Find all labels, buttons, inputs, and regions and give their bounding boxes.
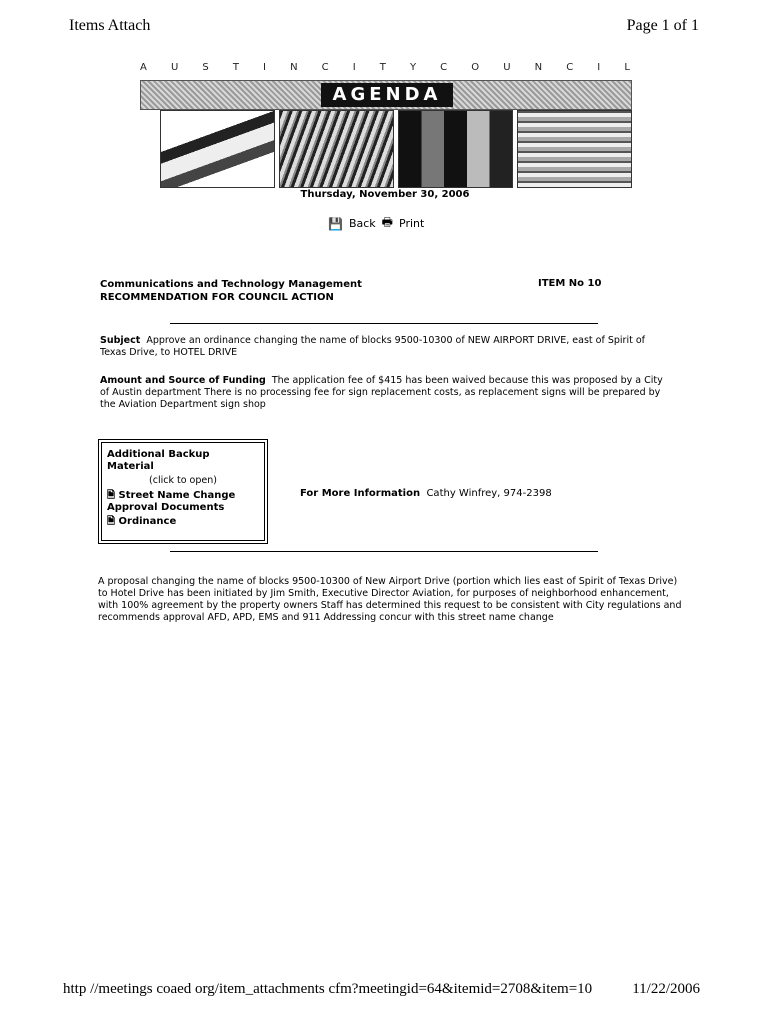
- subject-text: Approve an ordinance changing the name of blocks 9500-10300 of NEW AIRPORT DRIVE, east of Spirit of Texas Drive, to HOTEL DRIVE: [100, 335, 645, 358]
- funding-text: The application fee of $415 has been waived because this was proposed by a City of Austin department There is no processing fee for sign replacement costs, as replacement signs will be prepared by the Aviation Department sign shop: [100, 375, 663, 410]
- banner-title: AGENDA: [321, 83, 453, 107]
- backup-title: Additional Backup Material: [107, 449, 210, 472]
- subject-label: Subject: [100, 335, 141, 346]
- document-icon: 🗎: [107, 490, 116, 501]
- banner-bar: [140, 80, 632, 110]
- banner-photos: [160, 110, 632, 188]
- funding-label: Amount and Source of Funding: [100, 375, 266, 386]
- banner-photo-2: [279, 110, 394, 188]
- banner-letter: A: [140, 62, 149, 73]
- save-icon[interactable]: 💾: [328, 216, 343, 231]
- print-button[interactable]: Print: [399, 217, 425, 230]
- divider: [170, 323, 598, 324]
- backup-doc-link-2[interactable]: 🗎 Ordinance: [107, 516, 177, 527]
- banner-letters: [140, 62, 632, 78]
- body-paragraph: A proposal changing the name of blocks 9500-10300 of New Airport Drive (portion which lies east of Spirit of Texas Drive) to Hotel Drive has been initiated by Jim Smith, Executive Director Aviation, for purposes of neighborhood enhancement, with 100% agreement by the property owners Staff has determined this request to be consistent with City regulations and recommends approval AFD, APD, EMS and 911 Addressing concur with this street name change: [98, 576, 682, 623]
- banner-letter: U: [503, 62, 513, 73]
- banner-letter: I: [263, 62, 268, 73]
- banner-photo-4: [517, 110, 632, 188]
- nav-bar: [328, 213, 424, 234]
- banner-photo-3: [398, 110, 513, 188]
- more-info-value: Cathy Winfrey, 974-2398: [426, 488, 552, 499]
- banner-letter: N: [534, 62, 545, 73]
- banner-letter: T: [379, 62, 388, 73]
- banner-letter: I: [597, 62, 603, 73]
- banner-letter: C: [566, 62, 576, 73]
- backup-material-box: [98, 439, 268, 544]
- banner-letter: C: [440, 62, 450, 73]
- department-name: Communications and Technology Management: [100, 279, 362, 290]
- banner-letter: O: [471, 62, 482, 73]
- more-info: [300, 488, 552, 499]
- page-number: Page 1 of 1: [626, 17, 699, 34]
- subject-paragraph: [100, 335, 670, 359]
- recommendation-heading: RECOMMENDATION FOR COUNCIL ACTION: [100, 292, 334, 303]
- banner-letter: L: [624, 62, 632, 73]
- funding-paragraph: [100, 375, 670, 411]
- department-block: [100, 278, 362, 304]
- more-info-label: For More Information: [300, 488, 421, 499]
- page-header-title: Items Attach: [69, 17, 151, 34]
- footer-date: 11/22/2006: [632, 981, 700, 997]
- banner-letter: I: [352, 62, 358, 73]
- footer-url: http //meetings coaed org/item_attachments cfm?meetingid=64&itemid=2708&item=10: [63, 981, 593, 997]
- backup-hint: (click to open): [149, 475, 217, 486]
- banner-letter: N: [290, 62, 300, 73]
- banner-letter: S: [202, 62, 211, 73]
- document-icon: 🗎: [107, 516, 116, 527]
- banner-letter: U: [170, 62, 181, 73]
- back-button[interactable]: Back: [348, 217, 376, 230]
- banner-letter: T: [232, 62, 241, 73]
- printer-icon[interactable]: 🖶: [381, 215, 393, 229]
- banner-photo-1: [160, 110, 275, 188]
- meeting-date: Thursday, November 30, 2006: [300, 189, 470, 200]
- banner-letter: C: [321, 62, 331, 73]
- item-number: ITEM No 10: [538, 278, 602, 289]
- agenda-banner: [140, 62, 632, 190]
- backup-doc-link-1[interactable]: 🗎 Street Name Change Approval Documents: [107, 490, 236, 513]
- banner-letter: Y: [409, 62, 419, 73]
- divider: [170, 551, 598, 552]
